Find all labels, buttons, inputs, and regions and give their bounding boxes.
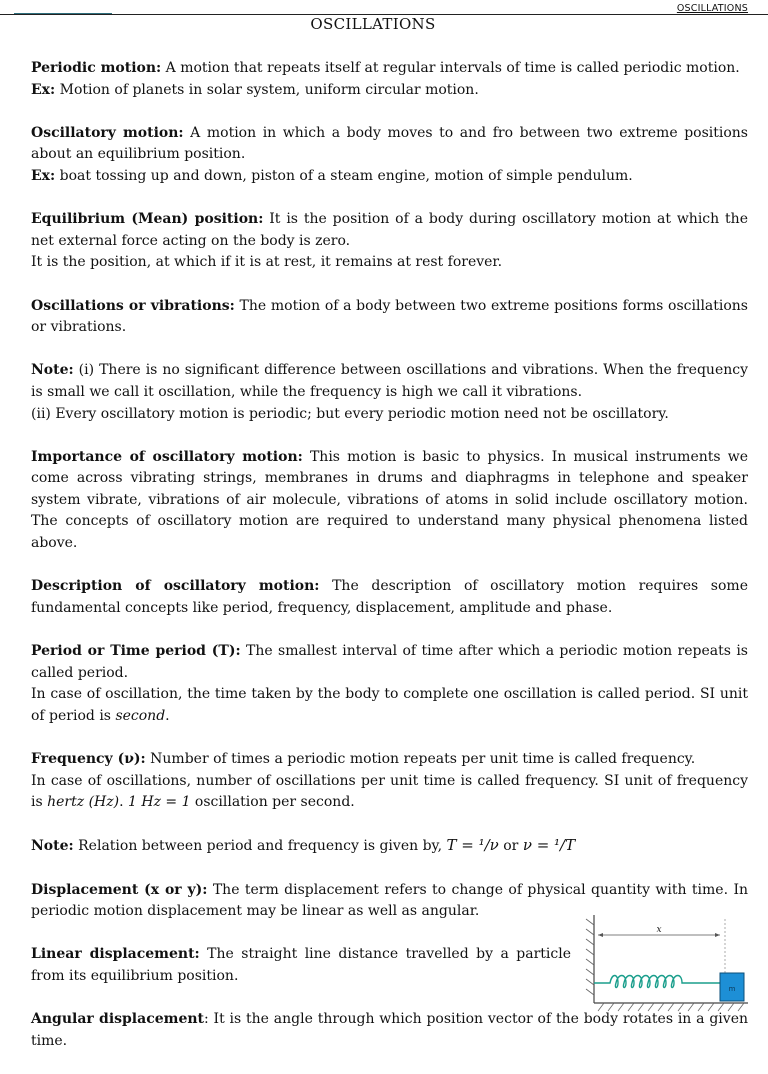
page-title: OSCILLATIONS <box>310 15 436 33</box>
definition-equilibrium-position: It is the position of a body during oscillatory motion at which the net external force acting on the body is zero. <box>31 211 748 249</box>
or-text: or <box>498 838 523 855</box>
term-description: Description of oscillatory motion: <box>31 578 320 595</box>
term-linear-displacement: Linear displacement: <box>31 946 200 963</box>
term-frequency: Frequency (ν): <box>31 751 146 767</box>
definition-period: The smallest interval of time after which a periodic motion repeats is called period. <box>31 643 748 681</box>
frequency-oscillation-text: In case of oscillations, number of oscillations per unit time is called frequency. SI unit of frequency is <box>31 772 748 811</box>
definition-description: The description of oscillatory motion requires some fundamental concepts like period, frequency, displacement, amplitude and phase. <box>31 578 748 616</box>
hertz-equation: 1 Hz = 1 <box>128 794 191 811</box>
para-frequency <box>31 749 748 814</box>
term-importance: Importance of oscillatory motion: <box>31 448 303 465</box>
term-displacement: Displacement (x or y): <box>31 881 208 898</box>
para-description <box>31 576 748 619</box>
para-note-oscillation-vibration <box>31 360 748 425</box>
period-si-unit: second <box>115 707 166 724</box>
term-equilibrium-position: Equilibrium (Mean) position: <box>31 211 264 228</box>
example-oscillatory-motion: boat tossing up and down, piston of a steam engine, motion of simple pendulum. <box>55 167 633 184</box>
period-oscillation-text: In case of oscillation, the time taken by the body to complete one oscillation is called period. SI unit of period is <box>31 686 748 724</box>
frequency-sep: . <box>119 794 128 811</box>
para-importance <box>31 447 748 555</box>
period-formula: T = ¹/ν <box>446 836 499 855</box>
definition-importance: This motion is basic to physics. In musical instruments we come across vibrating strings, membranes in drums and diaphragms in telephone and speaker system vibrate, vibrations of air molecule, vibrations of atoms in solid include oscillatory motion. The concepts of oscillatory motion are required to understand many physical phenomena listed above. <box>31 448 748 552</box>
para-angular-displacement <box>31 1009 748 1052</box>
term-period: Period or Time period (T): <box>31 643 241 660</box>
note-label: Note: <box>31 362 74 379</box>
definition-periodic-motion: A motion that repeats itself at regular intervals of time is called periodic motion. <box>161 60 740 76</box>
para-note-relation <box>31 835 748 858</box>
note-label: Note: <box>31 838 74 855</box>
definition-oscillatory-motion: A motion in which a body moves to and fro between two extreme positions about an equilibrium position. <box>31 124 748 163</box>
displacement-x-label: x <box>656 924 662 935</box>
definition-displacement: The term displacement refers to change of physical quantity with time. In periodic motion displacement may be linear as well as angular. <box>31 881 748 920</box>
para-equilibrium-position <box>31 209 748 274</box>
definition-linear-displacement: The straight line distance travelled by a particle from its equilibrium position. <box>31 946 571 984</box>
spring-coil <box>594 975 720 987</box>
note-point-1: (i) There is no significant difference between oscillations and vibrations. When the frequency is small we call it oscillation, while the frequency is high we call it vibrations. <box>31 362 748 400</box>
document-body <box>31 58 748 1074</box>
term-periodic-motion: Periodic motion: <box>31 60 162 76</box>
definition-frequency: Number of times a periodic motion repeats per unit time is called frequency. <box>145 751 696 767</box>
term-oscillations-vibrations: Oscillations or vibrations: <box>31 297 235 314</box>
para-oscillatory-motion <box>31 123 748 188</box>
term-angular-displacement: Angular displacement <box>31 1011 204 1028</box>
running-head: OSCILLATIONS <box>676 3 748 14</box>
definition-oscillations-vibrations: The motion of a body between two extreme positions forms oscillations or vibrations. <box>31 297 748 336</box>
spring-mass-figure <box>580 905 750 1015</box>
mass-label: m <box>728 984 736 993</box>
wall-hatch <box>586 919 594 995</box>
para-linear-displacement <box>31 944 571 987</box>
para-period <box>31 641 748 727</box>
example-periodic-motion: Motion of planets in solar system, uniform circular motion. <box>55 81 479 98</box>
note-point-2: (ii) Every oscillatory motion is periodic; but every periodic motion need not be oscillatory. <box>31 405 669 422</box>
definition-angular-displacement: : It is the angle through which position vector of the body rotates in a given time. <box>31 1011 748 1049</box>
relation-text: Relation between period and frequency is given by, <box>73 838 447 855</box>
frequency-si-unit: hertz (Hz) <box>47 794 120 811</box>
frequency-formula: ν = ¹/T <box>522 836 576 855</box>
floor-hatch <box>598 1003 744 1011</box>
equilibrium-rest-note: It is the position, at which if it is at rest, it remains at rest forever. <box>31 254 503 271</box>
para-oscillations-vibrations <box>31 296 748 339</box>
page-header <box>0 0 768 16</box>
example-label: Ex: <box>31 167 56 184</box>
example-label: Ex: <box>31 81 56 98</box>
displacement-section <box>31 880 748 1053</box>
period-end: . <box>165 707 170 724</box>
para-periodic-motion <box>31 58 748 101</box>
term-oscillatory-motion: Oscillatory motion: <box>31 124 184 141</box>
frequency-end: oscillation per second. <box>190 794 355 811</box>
